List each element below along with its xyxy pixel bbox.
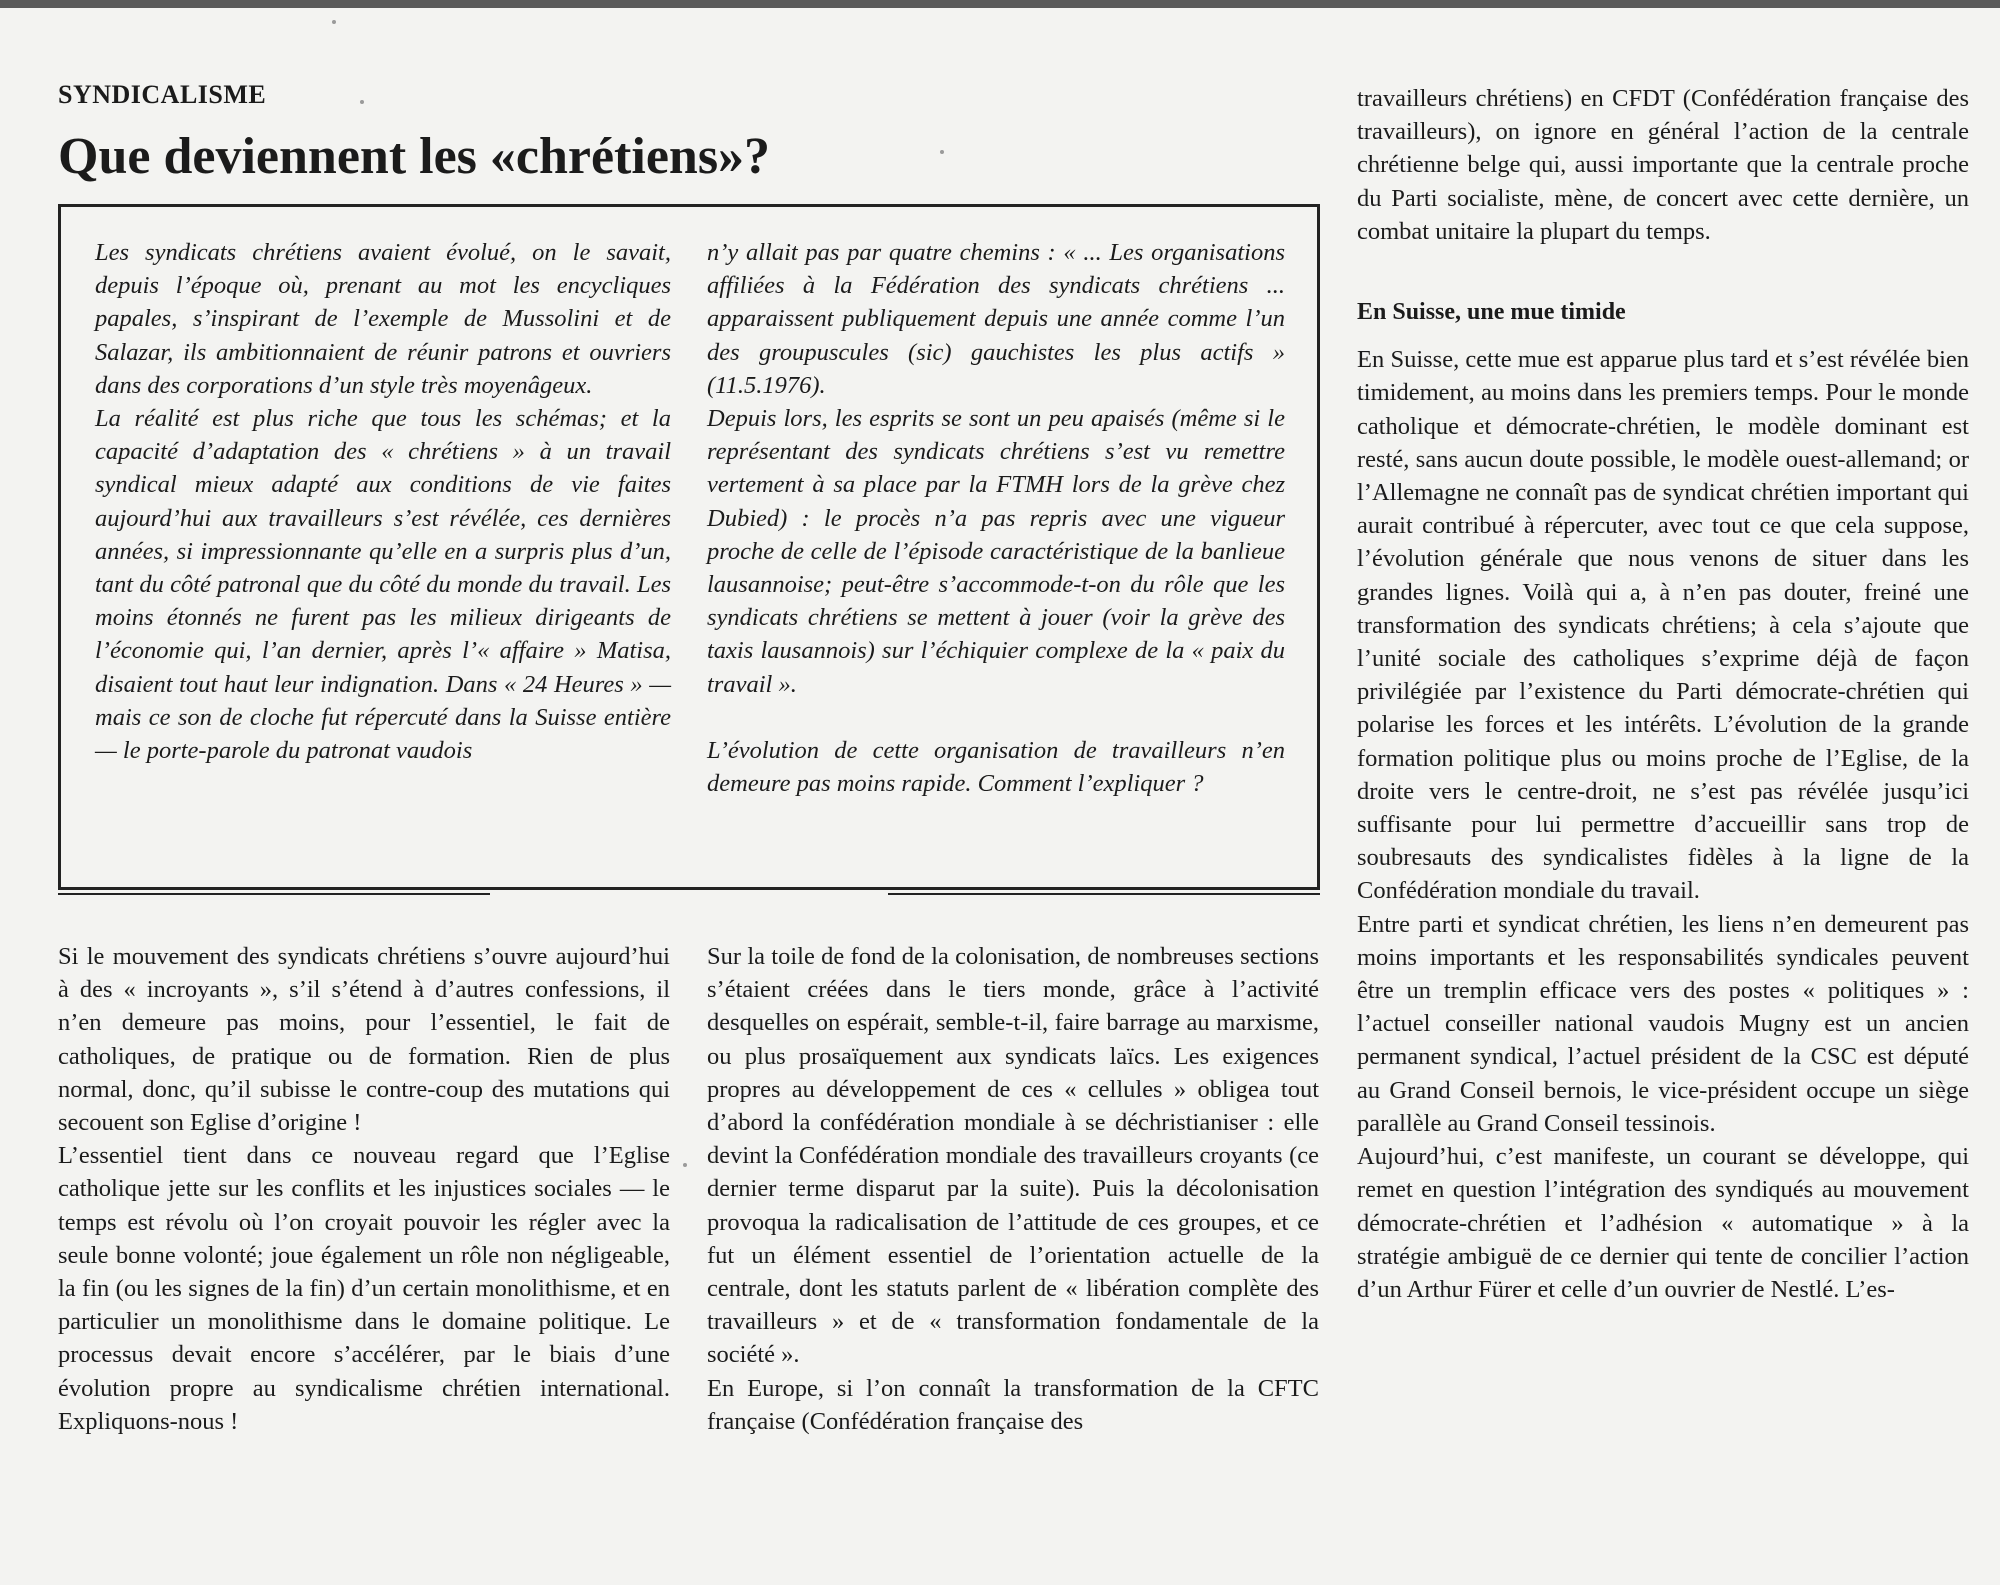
scan-speck (940, 150, 944, 154)
divider-rule (58, 893, 490, 895)
section-kicker: SYNDICALISME (58, 80, 267, 109)
body-paragraph: travailleurs chrétiens) en CFDT (Confédération française des travailleurs), on ignore en général l’action de la centrale chrétienne belge qui, aussi importante que la centrale proche du Parti socialiste, mène, de concert avec cette dernière, un combat unitaire la plupart du temps. (1357, 85, 1969, 245)
body-paragraph: Entre parti et syndicat chrétien, les liens n’en demeurent pas moins importants et les responsabilités syndicales peuvent être un tremplin efficace vers des postes « politiques » : l’actuel conseiller national vaudois Mugny est un ancien permanent syndical, l’actuel président de la CSC est député au Grand Conseil bernois, le vice-président occupe un siège parallèle au Grand Conseil tessinois. (1357, 910, 1969, 1137)
intro-paragraph: L’évolution de cette organisation de travailleurs n’en demeure pas moins rapide. Comment l’expliquer ? (707, 736, 1285, 798)
article-title: Que deviennent les «chrétiens»? (58, 128, 771, 185)
section-subheading: En Suisse, une mue timide (1357, 299, 1626, 326)
scan-top-edge (0, 0, 2000, 8)
body-column-2 (707, 940, 1319, 1438)
body-paragraph: Sur la toile de fond de la colonisation, de nombreuses sections s’étaient créées dans le tiers monde, grâce à l’activité desquelles on espérait, semble-t-il, faire barrage au marxisme, ou plus prosaïquement aux syndicats laïcs. Les exigences propres au développement de ces « cellules » obligea tout d’abord la confédération mondiale à se déchristianiser : elle devint la Confédération mondiale des travailleurs croyants (ce dernier terme disparut par la suite). Puis la décolonisation provoqua la radicalisation de l’attitude de ces groupes, et ce fut un élément essentiel de l’orientation actuelle de la centrale, dont les statuts parlent de « libération complète des travailleurs » et de « transformation fondamentale de la société ». (707, 943, 1319, 1369)
body-paragraph: En Europe, si l’on connaît la transformation de la CFTC française (Confédération française des (707, 1374, 1319, 1435)
intro-paragraph: n’y allait pas par quatre chemins : « ... Les organisations affiliées à la Fédération des syndicats chrétiens ... apparaissent publiquement depuis une année comme l’un des groupuscules (sic) gauchistes les plus actifs » (11.5.1976). (707, 239, 1285, 399)
scan-speck (332, 20, 336, 24)
intro-column-2 (707, 236, 1285, 800)
divider-rule (888, 893, 1320, 895)
intro-paragraph: Les syndicats chrétiens avaient évolué, on le savait, depuis l’époque où, prenant au mot les encycliques papales, s’inspirant de l’exemple de Mussolini et de Salazar, ils ambitionnaient de réunir patrons et ouvriers dans des corporations d’un style très moyenâgeux. (95, 239, 671, 399)
scan-speck (360, 100, 364, 104)
intro-paragraph: La réalité est plus riche que tous les schémas; et la capacité d’adaptation des « chrétiens » à un travail syndical mieux adapté aux conditions de vie faites aujourd’hui aux travailleurs s’est révélée, ces dernières années, si impressionnante qu’elle en a surpris plus d’un, tant du côté patronal que du côté du monde du travail. Les moins étonnés ne furent pas les milieux dirigeants de l’économie qui, l’an dernier, après l’« affaire » Matisa, disaient tout haut leur indignation. Dans « 24 Heures » — mais ce son de cloche fut répercuté dans la Suisse entière — le porte-parole du patronat vaudois (95, 405, 671, 765)
scan-speck (683, 1163, 687, 1167)
body-column-1 (58, 940, 670, 1438)
body-paragraph: Si le mouvement des syndicats chrétiens s’ouvre aujourd’hui à des « incroyants », s’il s’étend à d’autres confessions, il n’en demeure pas moins, pour l’essentiel, le fait de catholiques, de pratique ou de formation. Rien de plus normal, donc, qu’il subisse le contre-coup des mutations qui secouent son Eglise d’origine ! (58, 943, 670, 1137)
intro-column-1 (95, 236, 671, 767)
body-paragraph: L’essentiel tient dans ce nouveau regard que l’Eglise catholique jette sur les conflits et les injustices sociales — le temps est révolu où l’on croyait pouvoir les régler avec la seule bonne volonté; joue également un rôle non négligeable, la fin (ou les signes de la fin) d’un certain monolithisme, et en particulier un monolithisme dans le domaine politique. Le processus devait encore s’accélérer, par le biais d’une évolution propre au syndicalisme chrétien international. Expliquons-nous ! (58, 1142, 670, 1435)
intro-paragraph: Depuis lors, les esprits se sont un peu apaisés (même si le représentant des syndicats chrétiens s’est vu remettre vertement à sa place par la FTMH lors de la grève chez Dubied) : le procès n’a pas repris avec une vigueur proche de celle de l’épisode caractéristique de la banlieue lausannoise; peut-être s’accommode-t-on du rôle que les syndicats chrétiens se mettent à jouer (voir la grève des taxis lausannois) sur l’échiquier complexe de la « paix du travail ». (707, 405, 1285, 698)
body-paragraph: En Suisse, cette mue est apparue plus tard et s’est révélée bien timidement, au moins dans les premiers temps. Pour le monde catholique et démocrate-chrétien, le modèle dominant est resté, sans aucun doute possible, le modèle ouest-allemand; or l’Allemagne ne connaît pas de syndicat chrétien important qui aurait contribué à répercuter, avec tout ce que cela suppose, l’évolution générale que nous venons de situer dans les grandes lignes. Voilà qui a, à n’en pas douter, freiné une transformation des syndicats chrétiens; à cela s’ajoute que l’unité sociale des catholiques s’exprime déjà de façon privilégiée par l’existence du Parti démocrate-chrétien qui polarise les forces et les intérêts. L’évolution de la grande formation politique plus ou moins proche de l’Eglise, de la droite vers le centre-droit, ne s’est pas révélée jusqu’ici suffisante pour lui permettre d’accueillir sans trop de soubresauts des syndicalistes fidèles à la ligne de la Confédération mondiale du travail. (1357, 346, 1969, 905)
body-paragraph: Aujourd’hui, c’est manifeste, un courant se développe, qui remet en question l’intégration des syndiqués au mouvement démocrate-chrétien et l’adhésion « automatique » à la stratégie ambiguë de ce dernier qui tente de concilier l’action d’un Arthur Fürer et celle d’un ouvrier de Nestlé. L’es- (1357, 1143, 1969, 1303)
body-column-3 (1357, 82, 1969, 1306)
